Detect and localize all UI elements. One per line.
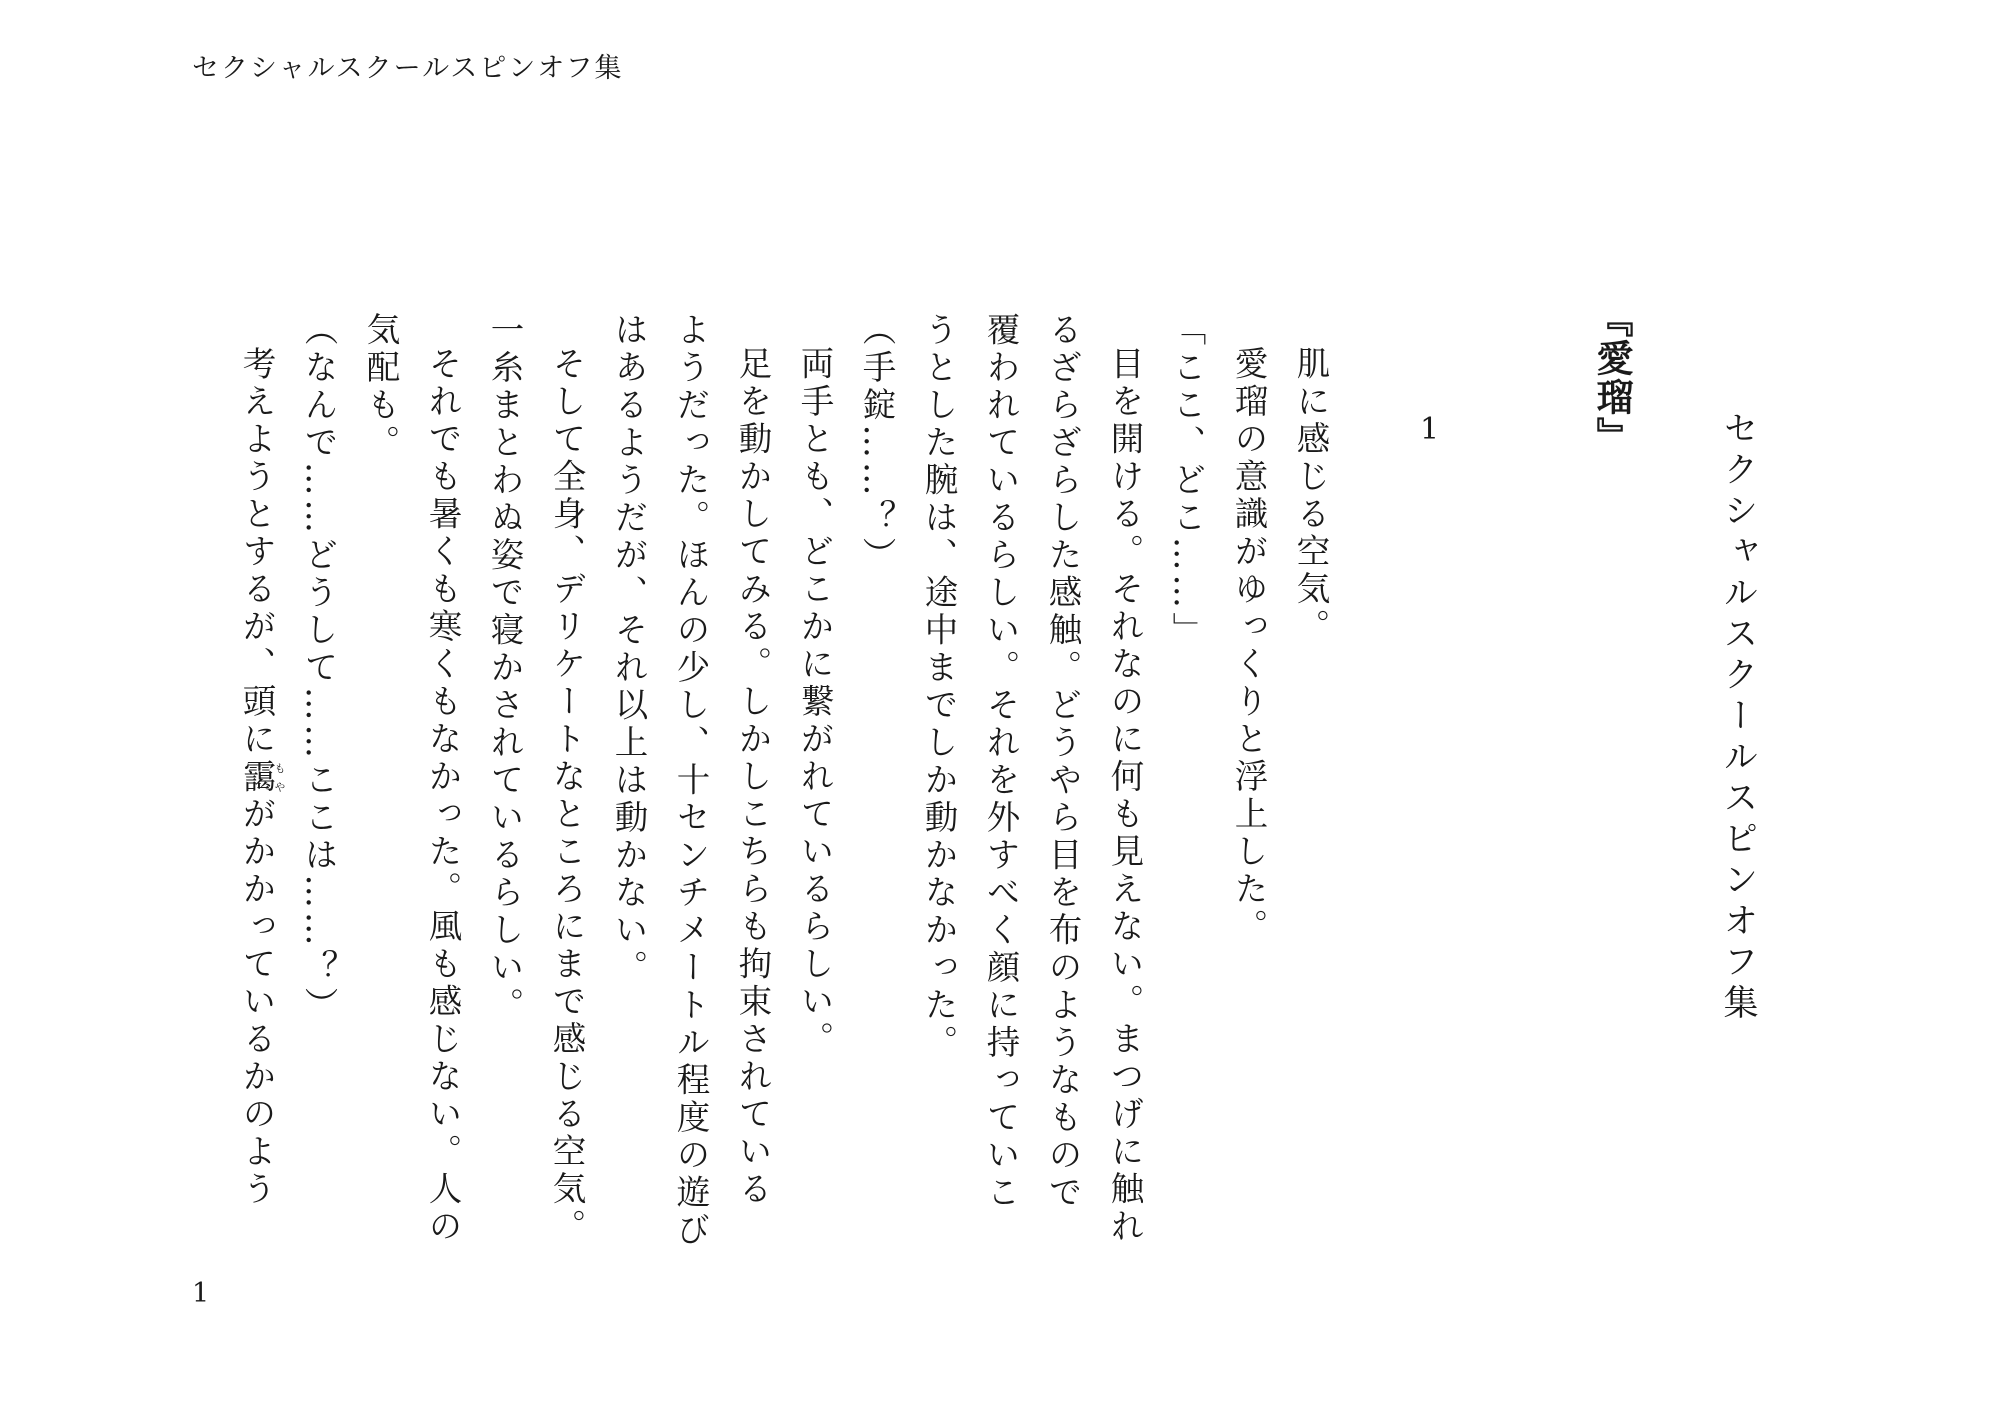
body-line-text: がかかっているかのよう xyxy=(237,796,276,1209)
story-title: 『愛瑠』 xyxy=(1590,300,1634,456)
body-line: 両手とも、どこかに繋がれているらしい。 xyxy=(795,346,834,1059)
body-line: 一糸まとわぬ姿で寝かされているらしい。 xyxy=(485,312,524,1025)
body-line: （なんで……どうして……ここは……？） xyxy=(299,312,338,1025)
body-line: 肌に感じる空気。 xyxy=(1291,346,1330,646)
running-header: セクシャルスクールスピンオフ集 xyxy=(192,53,624,84)
body-line: 足を動かしてみる。しかしこちらも拘束されている xyxy=(733,346,772,1209)
body-line: うとした腕は、途中までしか動かなかった。 xyxy=(919,312,958,1062)
ruby-word xyxy=(237,758,286,797)
body-line: 目を開ける。それなのに何も見えない。まつげに触れ xyxy=(1105,346,1144,1246)
body-line: （手錠……？） xyxy=(857,312,896,575)
body-line: それでも暑くも寒くもなかった。風も感じない。人の xyxy=(423,346,462,1246)
body-line: 愛瑠の意識がゆっくりと浮上した。 xyxy=(1229,346,1268,946)
ruby-reading: もや xyxy=(273,758,286,796)
body-line: はあるようだが、それ以上は動かない。 xyxy=(609,312,648,987)
body-line: 「ここ、どこ……」 xyxy=(1167,312,1206,650)
book-title: セクシャルスクールスピンオフ集 xyxy=(1718,410,1758,1025)
body-line: 気配も。 xyxy=(361,312,400,462)
ruby-base: 靄 xyxy=(237,758,276,796)
chapter-number: 1 xyxy=(1420,412,1444,447)
body-line: ようだった。ほんの少し、十センチメートル程度の遊び xyxy=(671,312,710,1250)
body-line: 覆われているらしい。それを外すべく顔に持っていこ xyxy=(981,312,1020,1212)
page-number: 1 xyxy=(192,1278,210,1309)
body-line-last xyxy=(236,312,286,1246)
body-line-text: 考えようとするが、頭に xyxy=(237,346,276,759)
body-line: るざらざらした感触。どうやら目を布のようなもので xyxy=(1043,312,1082,1212)
body-line: そして全身、デリケートなところにまで感じる空気。 xyxy=(547,346,586,1246)
